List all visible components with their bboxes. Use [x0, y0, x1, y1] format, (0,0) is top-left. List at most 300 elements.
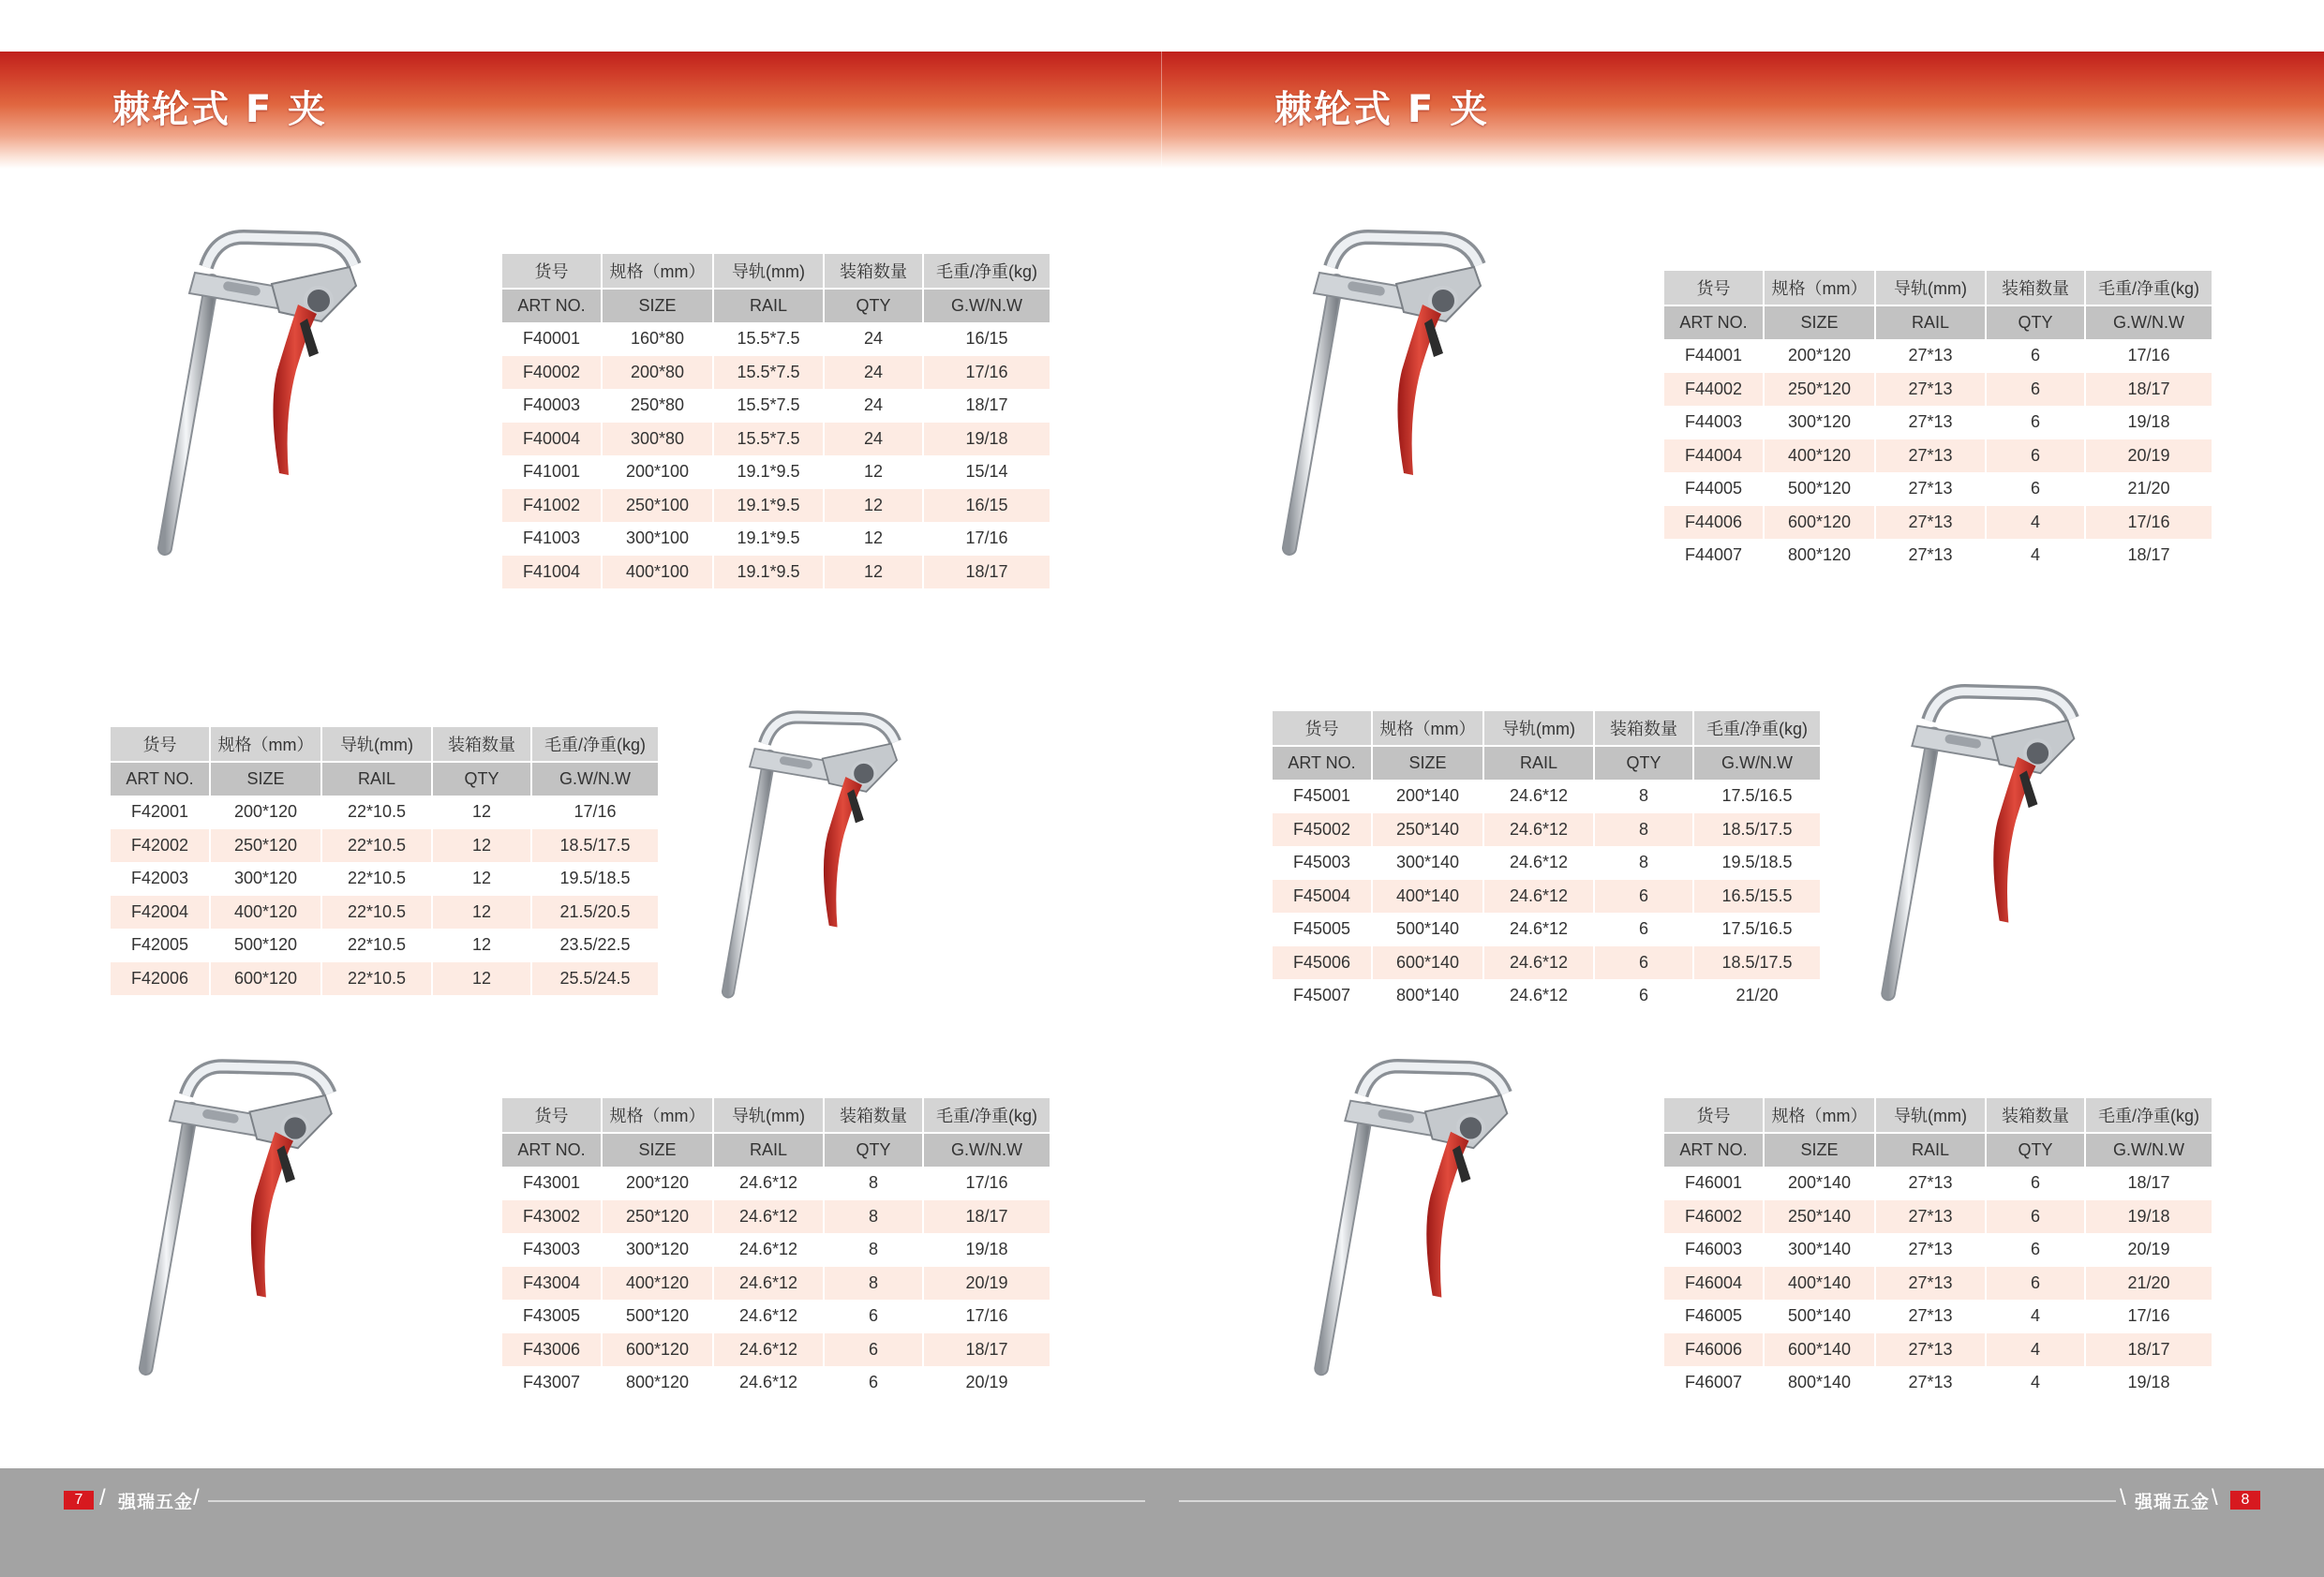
table-cell: F43006 [502, 1333, 602, 1367]
table-cell: 20/19 [2085, 1233, 2212, 1267]
table-cell: 17/16 [2085, 1300, 2212, 1333]
col-header: 装箱数量 [1986, 1098, 2085, 1133]
col-header: G.W/N.W [531, 762, 658, 796]
table-cell: F40001 [502, 322, 602, 356]
col-header: 毛重/净重(kg) [1693, 711, 1820, 746]
col-header: 货号 [1664, 271, 1764, 305]
f-clamp-image [1312, 1059, 1626, 1382]
table-cell: 800*120 [1764, 539, 1875, 573]
table-cell: 600*120 [210, 962, 321, 996]
brand-name-left: 强瑞五金 [118, 1492, 194, 1512]
table-row [1273, 979, 1820, 1013]
table-cell: 18/17 [923, 556, 1050, 589]
table-row [502, 1167, 1050, 1200]
table-cell: 4 [1986, 506, 2085, 540]
table-cell: 24.6*12 [713, 1200, 824, 1234]
table-cell: 250*80 [602, 389, 713, 423]
table-row [502, 389, 1050, 423]
f-clamp-image [1282, 230, 1601, 562]
table-cell: 200*140 [1764, 1167, 1875, 1200]
col-header: 规格（mm） [210, 727, 321, 762]
table-row [502, 1233, 1050, 1267]
table-cell: 300*140 [1764, 1233, 1875, 1267]
table-row [1273, 780, 1820, 813]
col-header: 毛重/净重(kg) [923, 1098, 1050, 1133]
table-row [502, 322, 1050, 356]
table-cell: 19.5/18.5 [1693, 846, 1820, 880]
table-header-row-cn [502, 1098, 1050, 1133]
table-cell: 16.5/15.5 [1693, 880, 1820, 914]
table-cell: 160*80 [602, 322, 713, 356]
table-cell: F45002 [1273, 813, 1372, 847]
footer-rule-right [1179, 1500, 2116, 1502]
f-clamp-image [139, 1059, 448, 1382]
spec-table-f40 [502, 254, 1050, 588]
col-header: 导轨(mm) [321, 727, 432, 762]
header-band-left [0, 52, 1162, 169]
col-header: QTY [1986, 1133, 2085, 1168]
table-cell: 18/17 [2085, 1167, 2212, 1200]
col-header: G.W/N.W [2085, 1133, 2212, 1168]
table-cell: 400*120 [602, 1267, 713, 1301]
table-cell: 18/17 [2085, 373, 2212, 407]
table-cell: 4 [1986, 539, 2085, 573]
col-header: 导轨(mm) [1483, 711, 1594, 746]
table-cell: F44002 [1664, 373, 1764, 407]
col-header: 货号 [1664, 1098, 1764, 1133]
table-cell: F46002 [1664, 1200, 1764, 1234]
col-header: 货号 [502, 254, 602, 289]
table-cell: 19/18 [923, 423, 1050, 456]
table-cell: 17/16 [923, 1167, 1050, 1200]
table-cell: 6 [1986, 472, 2085, 506]
table-cell: 250*120 [210, 829, 321, 863]
table-cell: F41003 [502, 522, 602, 556]
table-cell: F45005 [1273, 913, 1372, 946]
table-row [111, 796, 658, 829]
footer-divider: \ [2212, 1485, 2218, 1510]
table-cell: 18.5/17.5 [1693, 813, 1820, 847]
col-header: 装箱数量 [1986, 271, 2085, 305]
table-cell: 17/16 [923, 356, 1050, 390]
col-header: 货号 [111, 727, 210, 762]
table-cell: 4 [1986, 1333, 2085, 1367]
table-cell: 21/20 [2085, 472, 2212, 506]
table-cell: 19.1*9.5 [713, 556, 824, 589]
table-row [1664, 539, 2212, 573]
table-cell: 27*13 [1875, 1267, 1986, 1301]
table-row [502, 455, 1050, 489]
table-cell: 12 [432, 796, 531, 829]
footer-divider: / [99, 1485, 106, 1510]
table-cell: 200*140 [1372, 780, 1483, 813]
table-row [502, 356, 1050, 390]
table-cell: 19/18 [2085, 1200, 2212, 1234]
table-cell: 6 [1986, 339, 2085, 373]
table-cell: 500*120 [602, 1300, 713, 1333]
table-row [1273, 880, 1820, 914]
table-cell: 8 [824, 1167, 923, 1200]
col-header: G.W/N.W [923, 1133, 1050, 1168]
col-header: QTY [824, 289, 923, 323]
col-header: RAIL [1875, 1133, 1986, 1168]
col-header: 导轨(mm) [713, 1098, 824, 1133]
table-cell: F43001 [502, 1167, 602, 1200]
table-row [1664, 1233, 2212, 1267]
col-header: 毛重/净重(kg) [531, 727, 658, 762]
table-cell: 18/17 [2085, 1333, 2212, 1367]
table-cell: 6 [1986, 439, 2085, 473]
table-cell: 400*120 [1764, 439, 1875, 473]
table-cell: F46004 [1664, 1267, 1764, 1301]
table-cell: 8 [1594, 813, 1693, 847]
table-cell: F43002 [502, 1200, 602, 1234]
col-header: 规格（mm） [1372, 711, 1483, 746]
col-header: ART NO. [1664, 305, 1764, 340]
table-cell: 250*120 [602, 1200, 713, 1234]
col-header: 装箱数量 [1594, 711, 1693, 746]
table-row [111, 829, 658, 863]
table-cell: 400*100 [602, 556, 713, 589]
table-cell: 400*140 [1372, 880, 1483, 914]
table-cell: 4 [1986, 1366, 2085, 1400]
table-cell: 200*80 [602, 356, 713, 390]
table-cell: 27*13 [1875, 339, 1986, 373]
table-cell: 300*100 [602, 522, 713, 556]
table-cell: 17/16 [923, 522, 1050, 556]
table-cell: 300*80 [602, 423, 713, 456]
table-cell: F45001 [1273, 780, 1372, 813]
table-cell: 24.6*12 [713, 1167, 824, 1200]
table-cell: 18.5/17.5 [1693, 946, 1820, 980]
table-cell: 800*140 [1372, 979, 1483, 1013]
table-cell: 600*140 [1372, 946, 1483, 980]
table-row [1273, 846, 1820, 880]
table-row [1664, 506, 2212, 540]
spec-table-f44 [1664, 271, 2212, 573]
table-cell: 24 [824, 423, 923, 456]
table-cell: 200*100 [602, 455, 713, 489]
table-cell: 15.5*7.5 [713, 423, 824, 456]
table-cell: 22*10.5 [321, 829, 432, 863]
table-cell: F46007 [1664, 1366, 1764, 1400]
footer-divider: / [193, 1485, 200, 1510]
table-cell: F43004 [502, 1267, 602, 1301]
table-cell: 18/17 [923, 1200, 1050, 1234]
col-header: SIZE [210, 762, 321, 796]
table-row [1664, 1167, 2212, 1200]
spec-table-f43 [502, 1098, 1050, 1400]
table-cell: 23.5/22.5 [531, 929, 658, 962]
table-cell: 400*140 [1764, 1267, 1875, 1301]
table-cell: 6 [1594, 913, 1693, 946]
table-cell: 300*140 [1372, 846, 1483, 880]
table-row [1664, 406, 2212, 439]
table-cell: 20/19 [923, 1366, 1050, 1400]
table-row [1273, 813, 1820, 847]
table-cell: 27*13 [1875, 1200, 1986, 1234]
table-cell: 27*13 [1875, 506, 1986, 540]
table-cell: 600*120 [602, 1333, 713, 1367]
table-cell: 27*13 [1875, 539, 1986, 573]
table-cell: 6 [824, 1333, 923, 1367]
table-cell: 19/18 [2085, 406, 2212, 439]
table-cell: 22*10.5 [321, 796, 432, 829]
table-cell: 500*120 [210, 929, 321, 962]
col-header: ART NO. [502, 1133, 602, 1168]
table-cell: 500*120 [1764, 472, 1875, 506]
table-cell: F42006 [111, 962, 210, 996]
table-cell: 27*13 [1875, 1300, 1986, 1333]
table-row [1664, 373, 2212, 407]
table-header-row-en [502, 1133, 1050, 1168]
col-header: QTY [1594, 746, 1693, 781]
footer-bar [0, 1468, 2324, 1577]
table-cell: F45007 [1273, 979, 1372, 1013]
table-cell: F41001 [502, 455, 602, 489]
table-row [1273, 913, 1820, 946]
table-row [1664, 1300, 2212, 1333]
table-row [1664, 1333, 2212, 1367]
table-cell: F44003 [1664, 406, 1764, 439]
table-cell: F40002 [502, 356, 602, 390]
table-cell: 27*13 [1875, 1233, 1986, 1267]
table-cell: F44005 [1664, 472, 1764, 506]
table-cell: F46003 [1664, 1233, 1764, 1267]
table-cell: 4 [1986, 1300, 2085, 1333]
col-header: QTY [1986, 305, 2085, 340]
table-cell: 18/17 [2085, 539, 2212, 573]
table-header-row-en [1664, 1133, 2212, 1168]
table-cell: 21/20 [2085, 1267, 2212, 1301]
table-cell: F43007 [502, 1366, 602, 1400]
col-header: RAIL [321, 762, 432, 796]
col-header: RAIL [1483, 746, 1594, 781]
col-header: RAIL [713, 289, 824, 323]
col-header: 装箱数量 [432, 727, 531, 762]
table-row [502, 1300, 1050, 1333]
col-header: 导轨(mm) [713, 254, 824, 289]
header-band-right [1162, 52, 2324, 169]
table-cell: 12 [824, 522, 923, 556]
col-header: 货号 [1273, 711, 1372, 746]
table-cell: 17/16 [2085, 506, 2212, 540]
table-cell: 250*100 [602, 489, 713, 523]
table-cell: 250*140 [1372, 813, 1483, 847]
page-gutter [1161, 52, 1162, 169]
col-header: 导轨(mm) [1875, 1098, 1986, 1133]
table-cell: 6 [1986, 406, 2085, 439]
col-header: QTY [432, 762, 531, 796]
table-cell: 20/19 [923, 1267, 1050, 1301]
table-cell: F44007 [1664, 539, 1764, 573]
table-cell: F45004 [1273, 880, 1372, 914]
table-cell: 6 [1986, 1200, 2085, 1234]
table-cell: 22*10.5 [321, 896, 432, 930]
col-header: 货号 [502, 1098, 602, 1133]
table-cell: 6 [1594, 880, 1693, 914]
col-header: G.W/N.W [923, 289, 1050, 323]
table-header-row-cn [1664, 271, 2212, 305]
table-row [502, 1267, 1050, 1301]
table-cell: 8 [824, 1267, 923, 1301]
table-cell: 19.1*9.5 [713, 455, 824, 489]
table-cell: 12 [824, 455, 923, 489]
table-row [1664, 472, 2212, 506]
table-header-row-en [1664, 305, 2212, 340]
table-cell: 8 [824, 1233, 923, 1267]
table-cell: 15.5*7.5 [713, 356, 824, 390]
col-header: 规格（mm） [602, 1098, 713, 1133]
table-cell: 400*120 [210, 896, 321, 930]
table-cell: F45003 [1273, 846, 1372, 880]
table-row [502, 1333, 1050, 1367]
col-header: SIZE [602, 1133, 713, 1168]
table-cell: 8 [824, 1200, 923, 1234]
table-cell: 500*140 [1764, 1300, 1875, 1333]
col-header: RAIL [713, 1133, 824, 1168]
table-cell: 27*13 [1875, 1333, 1986, 1367]
table-cell: 12 [824, 489, 923, 523]
table-row [1664, 1366, 2212, 1400]
table-cell: 17.5/16.5 [1693, 780, 1820, 813]
table-row [502, 1366, 1050, 1400]
table-cell: 6 [824, 1366, 923, 1400]
table-cell: 24.6*12 [713, 1333, 824, 1367]
col-header: RAIL [1875, 305, 1986, 340]
page-title-left: 棘轮式 F 夹 [112, 88, 328, 131]
table-header-row-cn [1664, 1098, 2212, 1133]
table-row [111, 896, 658, 930]
table-cell: 8 [1594, 780, 1693, 813]
f-clamp-image [157, 230, 476, 562]
table-cell: 15/14 [923, 455, 1050, 489]
table-cell: 17.5/16.5 [1693, 913, 1820, 946]
table-header-row-cn [111, 727, 658, 762]
col-header: G.W/N.W [1693, 746, 1820, 781]
f-clamp-image [1879, 684, 2193, 1007]
table-cell: 17/16 [2085, 339, 2212, 373]
table-cell: F40004 [502, 423, 602, 456]
table-cell: 27*13 [1875, 439, 1986, 473]
table-cell: 24.6*12 [1483, 913, 1594, 946]
table-cell: 600*120 [1764, 506, 1875, 540]
table-header-row-en [502, 289, 1050, 323]
table-cell: 12 [432, 862, 531, 896]
page-title-right: 棘轮式 F 夹 [1274, 88, 1490, 131]
table-cell: 6 [1594, 979, 1693, 1013]
footer-divider: \ [2120, 1485, 2126, 1510]
table-header-row-en [111, 762, 658, 796]
table-cell: 27*13 [1875, 406, 1986, 439]
table-cell: F42004 [111, 896, 210, 930]
table-cell: 17/16 [923, 1300, 1050, 1333]
table-cell: 15.5*7.5 [713, 389, 824, 423]
table-cell: 22*10.5 [321, 862, 432, 896]
table-row [502, 489, 1050, 523]
table-row [502, 522, 1050, 556]
table-cell: 8 [1594, 846, 1693, 880]
table-row [1664, 1200, 2212, 1234]
table-cell: 19.1*9.5 [713, 522, 824, 556]
f-clamp-image [722, 707, 1003, 1007]
table-cell: 18.5/17.5 [531, 829, 658, 863]
table-cell: 24.6*12 [1483, 979, 1594, 1013]
table-cell: 6 [1986, 1233, 2085, 1267]
col-header: 规格（mm） [1764, 1098, 1875, 1133]
spec-table-f46 [1664, 1098, 2212, 1400]
table-cell: F43003 [502, 1233, 602, 1267]
col-header: SIZE [602, 289, 713, 323]
table-cell: 24.6*12 [1483, 946, 1594, 980]
col-header: 规格（mm） [602, 254, 713, 289]
table-cell: 18/17 [923, 389, 1050, 423]
col-header: 毛重/净重(kg) [923, 254, 1050, 289]
table-cell: 24.6*12 [713, 1267, 824, 1301]
brand-name-right: 强瑞五金 [2135, 1492, 2211, 1512]
table-cell: 6 [1986, 373, 2085, 407]
table-cell: 27*13 [1875, 472, 1986, 506]
table-cell: 24 [824, 356, 923, 390]
table-cell: F46006 [1664, 1333, 1764, 1367]
col-header: 毛重/净重(kg) [2085, 1098, 2212, 1133]
table-cell: 24.6*12 [1483, 813, 1594, 847]
table-cell: 27*13 [1875, 373, 1986, 407]
table-cell: 200*120 [210, 796, 321, 829]
table-cell: 300*120 [602, 1233, 713, 1267]
table-cell: 21.5/20.5 [531, 896, 658, 930]
table-cell: F42001 [111, 796, 210, 829]
table-cell: 18/17 [923, 1333, 1050, 1367]
table-cell: 300*120 [210, 862, 321, 896]
table-header-row-en [1273, 746, 1820, 781]
table-row [1273, 946, 1820, 980]
table-cell: 24.6*12 [1483, 846, 1594, 880]
col-header: 装箱数量 [824, 1098, 923, 1133]
table-row [111, 862, 658, 896]
table-cell: 800*120 [602, 1366, 713, 1400]
col-header: 毛重/净重(kg) [2085, 271, 2212, 305]
table-cell: 24.6*12 [713, 1366, 824, 1400]
table-row [1664, 1267, 2212, 1301]
table-cell: 19/18 [2085, 1366, 2212, 1400]
table-row [502, 556, 1050, 589]
col-header: SIZE [1764, 305, 1875, 340]
col-header: ART NO. [111, 762, 210, 796]
page-number-left: 7 [64, 1491, 94, 1510]
table-cell: F42005 [111, 929, 210, 962]
page-number-right: 8 [2230, 1491, 2260, 1510]
table-cell: 24.6*12 [1483, 880, 1594, 914]
table-row [1664, 439, 2212, 473]
table-cell: 25.5/24.5 [531, 962, 658, 996]
table-cell: 21/20 [1693, 979, 1820, 1013]
table-cell: 24 [824, 322, 923, 356]
table-cell: F42003 [111, 862, 210, 896]
table-cell: 6 [1986, 1267, 2085, 1301]
col-header: 装箱数量 [824, 254, 923, 289]
table-cell: 300*120 [1764, 406, 1875, 439]
table-cell: 27*13 [1875, 1167, 1986, 1200]
table-cell: 6 [1986, 1167, 2085, 1200]
table-row [111, 962, 658, 996]
spec-table-f45 [1273, 711, 1820, 1013]
table-cell: F46001 [1664, 1167, 1764, 1200]
spec-table-f42 [111, 727, 658, 995]
table-cell: F44004 [1664, 439, 1764, 473]
col-header: SIZE [1764, 1133, 1875, 1168]
table-cell: F41004 [502, 556, 602, 589]
